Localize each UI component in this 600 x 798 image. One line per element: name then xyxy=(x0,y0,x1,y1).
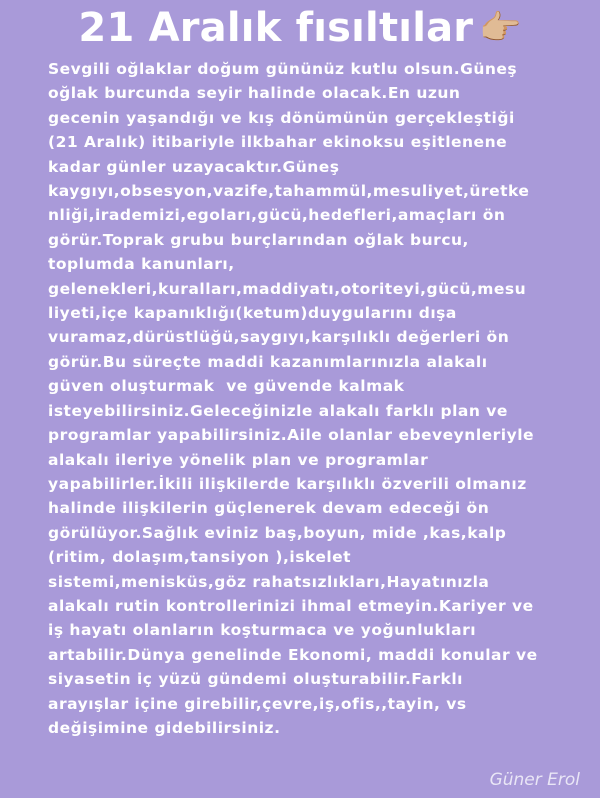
article-line: gelenekleri,kuralları,maddiyatı,otoriteyi,gücü,mesu xyxy=(48,279,527,298)
header xyxy=(0,2,600,54)
article-line: güven oluşturmak ve güvende kalmak xyxy=(48,377,405,396)
page-title: 21 Aralık fısıltılar xyxy=(78,5,474,51)
article-line: isteyebilirsiniz.Geleceğinizle alakalı farklı plan ve xyxy=(48,401,508,420)
article-line: alakalı ileriye yönelik plan ve programlar xyxy=(48,450,429,469)
article-line: vuramaz,dürüstlüğü,saygıyı,karşılıklı değerleri ön xyxy=(48,328,510,347)
article-line: Sevgili oğlaklar doğum gününüz kutlu olsun.Güneş xyxy=(48,60,518,78)
pointing-hand-icon: 👉🏼 xyxy=(479,8,522,48)
article-line: programlar yapabilirsiniz.Aile olanlar ebeveynleriyle xyxy=(48,426,535,445)
article-line: arayışlar içine girebilir,çevre,iş,ofis,,tayin, vs xyxy=(48,694,467,713)
article-line: sistemi,menisküs,göz rahatsızlıkları,Hayatınızla xyxy=(48,572,490,591)
article-line: değişimine gidebilirsiniz. xyxy=(48,718,281,737)
article-line: yapabilirler.İkili ilişkilerde karşılıklı özverili olmanız xyxy=(48,474,527,493)
article-line: artabilir.Dünya genelinde Ekonomi, maddi konular ve xyxy=(48,645,538,664)
article-line: oğlak burcunda seyir halinde olacak.En uzun xyxy=(48,84,461,103)
article-body xyxy=(48,57,568,740)
article-line: siyasetin iç yüzü gündemi oluşturabilir.Farklı xyxy=(48,670,463,689)
article-line: kaygıyı,obsesyon,vazife,tahammül,mesuliyet,üretke xyxy=(48,182,530,201)
article-line: görür.Toprak grubu burçlarından oğlak burcu, xyxy=(48,230,469,249)
article-line: toplumda kanunları, xyxy=(48,255,235,274)
article-line: gecenin yaşandığı ve kış dönümünün gerçekleştiği xyxy=(48,108,515,127)
article-line: liyeti,içe kapanıklığı(ketum)duygularını dışa xyxy=(48,304,457,323)
article-line: görülüyor.Sağlık eviniz baş,boyun, mide ,kas,kalp xyxy=(48,523,507,542)
article-line: iş hayatı olanların koşturmaca ve yoğunlukları xyxy=(48,621,477,640)
article-line: kadar günler uzayacaktır.Güneş xyxy=(48,157,340,176)
article-line: alakalı rutin kontrollerinizi ihmal etmeyin.Kariyer ve xyxy=(48,596,534,615)
author-signature: Güner Erol xyxy=(489,770,580,790)
article-line: (ritim, dolaşım,tansiyon ),iskelet xyxy=(48,548,352,567)
article-line: (21 Aralık) itibariyle ilkbahar ekinoksu eşitlenene xyxy=(48,133,508,152)
article-line: nliği,irademizi,egoları,gücü,hedefleri,amaçları ön xyxy=(48,206,506,225)
article-line: halinde ilişkilerin güçlenerek devam edeceği ön xyxy=(48,499,490,518)
article-line: görür.Bu süreçte maddi kazanımlarınızla alakalı xyxy=(48,352,488,371)
